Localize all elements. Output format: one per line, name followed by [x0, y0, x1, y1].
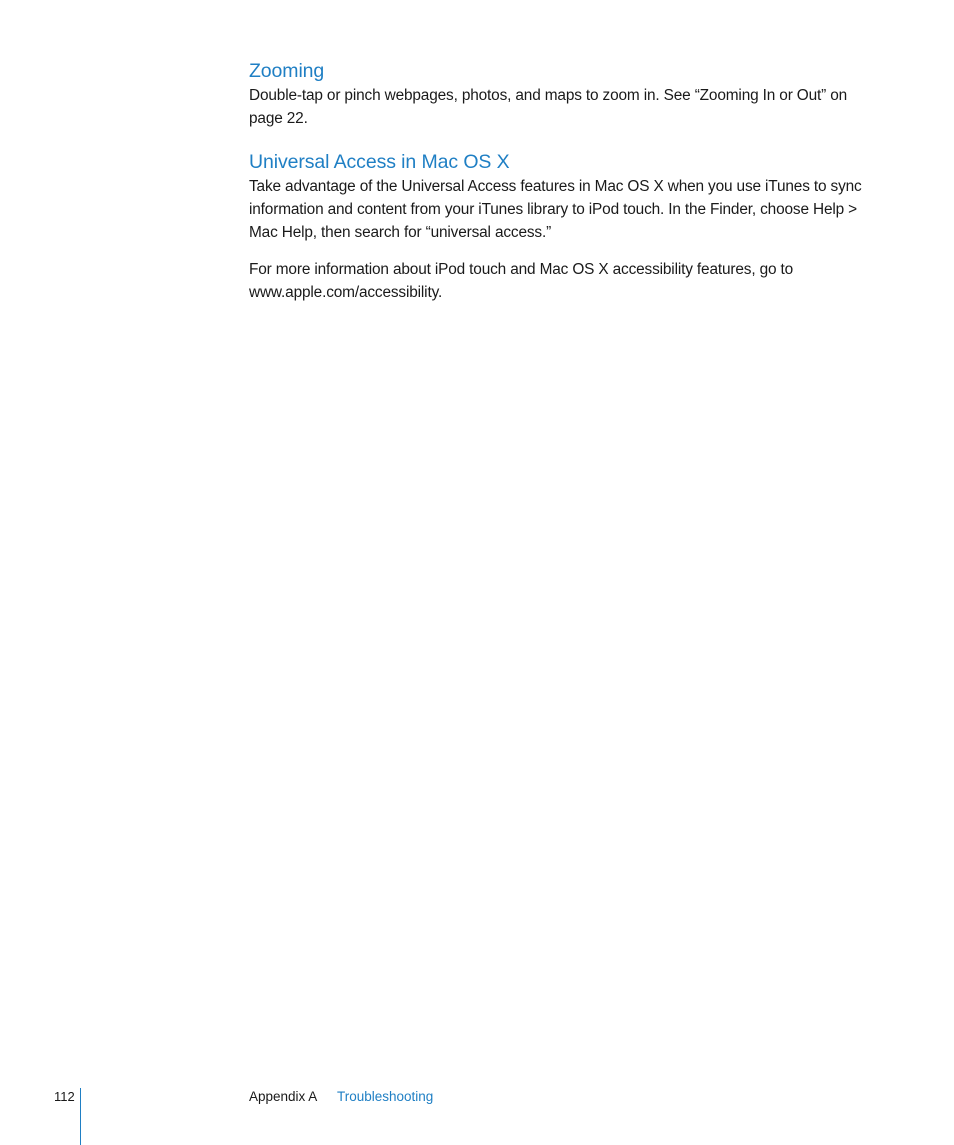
paragraph-accessibility-info: For more information about iPod touch and Mac OS X accessibility features, go to www.apple.com/accessibility.	[249, 261, 794, 301]
footer-chapter-title: Troubleshooting	[337, 1089, 434, 1104]
paragraph-universal-access-features: Take advantage of the Universal Access features in Mac OS X when you use iTunes to sync information and content from your iTunes library to iPod touch. In the Finder, choose Help > Mac Help, then search for “universal access.”	[249, 178, 862, 241]
section-heading-universal-access: Universal Access in Mac OS X	[249, 151, 510, 173]
page-footer	[0, 1060, 954, 1145]
footer-appendix-label: Appendix A	[249, 1089, 318, 1104]
section-universal-access	[249, 149, 864, 304]
page-number: 112	[54, 1089, 75, 1104]
paragraph-zooming: Double-tap or pinch webpages, photos, and maps to zoom in. See “Zooming In or Out” on page 22.	[249, 87, 848, 127]
footer-divider	[80, 1088, 81, 1145]
section-heading-zooming: Zooming	[249, 60, 325, 82]
section-zooming	[249, 58, 864, 130]
page-content	[249, 58, 864, 304]
